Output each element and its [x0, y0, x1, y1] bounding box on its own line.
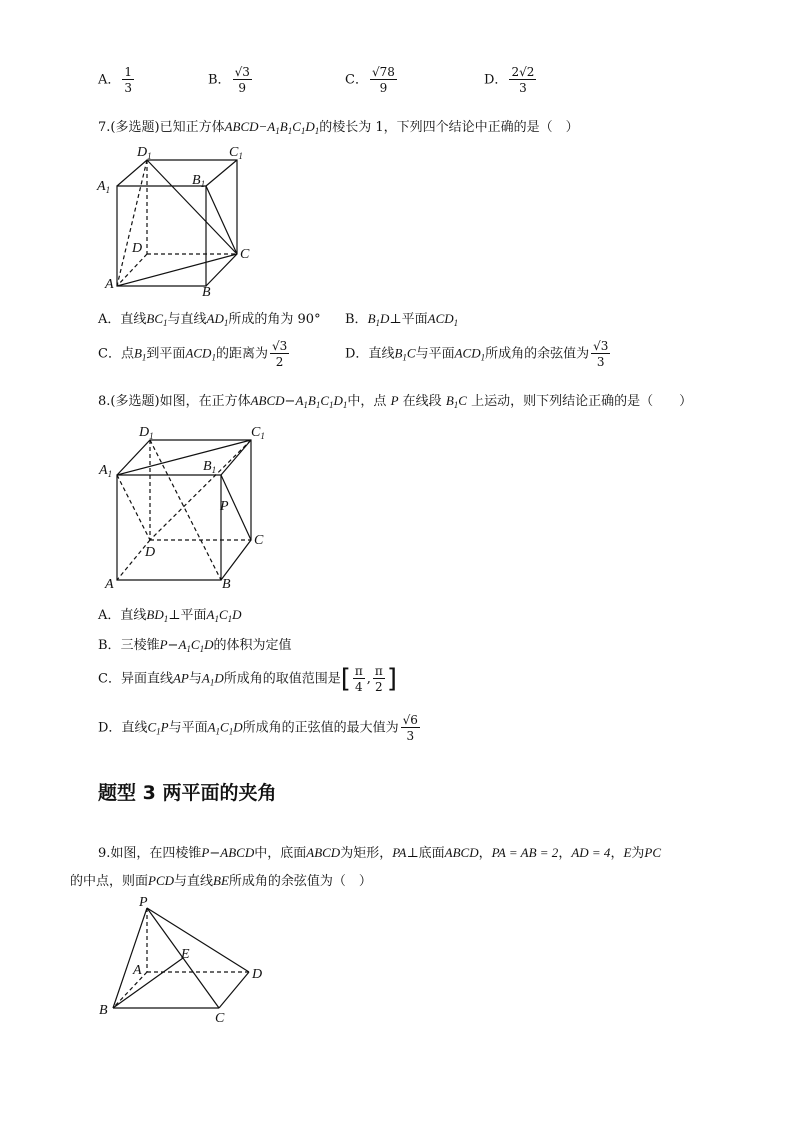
q8-option-b: B．三棱锥$P-A_1C_1D$的体积为定值 [98, 637, 292, 654]
q7-cube-figure [95, 140, 265, 300]
text: ⊥平面 [389, 312, 428, 327]
denominator: 2 [275, 355, 284, 369]
hidden-c1d [150, 440, 251, 540]
edge-pd [147, 908, 249, 972]
denominator: 9 [379, 81, 388, 95]
option-label: D． [345, 346, 369, 362]
label-d: D [252, 967, 263, 982]
denominator: 9 [238, 81, 247, 95]
question-number: 8. [98, 394, 111, 409]
denominator: 3 [596, 355, 605, 369]
stem-text: 如图，在四棱锥 [110, 846, 202, 861]
text: 所成角的取值范围是 [223, 671, 341, 687]
label-a1: $A_1$ [99, 463, 113, 479]
label-e: E [181, 947, 190, 962]
option-label: B． [345, 312, 368, 327]
front-face [117, 475, 221, 580]
question-tag: (多选题) [110, 394, 160, 409]
stem-text: ， [478, 846, 492, 861]
text: 异面直线 [120, 671, 173, 687]
hidden-a1d [117, 475, 150, 540]
label-b: B [99, 1003, 108, 1018]
edge [206, 160, 237, 186]
cube-name: ABCD−A [224, 119, 276, 134]
stem-text: 所成角的余弦值为（ ） [228, 874, 372, 889]
q7-option-b: B．$B_1D\perp$平面$ACD_1$ [345, 311, 459, 328]
text: 所成角的正弦值的最大值为 [242, 720, 399, 736]
fraction [373, 665, 385, 693]
denominator: 2 [375, 680, 383, 694]
numerator: √78 [371, 65, 395, 79]
text: 到平面 [146, 346, 186, 362]
label-b1: $B_1$ [192, 173, 206, 189]
label-d1: $D_1$ [139, 425, 154, 441]
q6-option-b [208, 66, 254, 94]
numerator: π [374, 664, 383, 678]
q7-option-d: D．直线$B_1C$与平面$ACD_1$所成角的余弦值为 $\frac{√3}{3}$ [345, 339, 609, 369]
fraction [122, 66, 134, 94]
label-d1: $D_1$ [137, 145, 152, 161]
stem-text: 与直线 [174, 874, 214, 889]
stem-text: 上运动，则下列结论正确的是（ ） [471, 394, 693, 409]
text: 三棱锥 [120, 638, 160, 653]
fraction [401, 714, 420, 742]
fraction [233, 66, 252, 94]
label-a1: $A_1$ [97, 179, 111, 195]
q7-option-a: A．直线$BC_1$与直线$AD_1$所成的角为 90° [98, 311, 321, 328]
fraction [353, 665, 365, 693]
option-label: C． [98, 671, 121, 687]
equation: AD = 4 [571, 845, 611, 860]
option-label: A． [98, 608, 121, 623]
label-a: A [105, 277, 114, 292]
text: 与平面 [168, 720, 208, 736]
numerator: √3 [593, 339, 609, 353]
q8-option-d: D．直线$C_1P$与平面$A_1C_1D$所成角的正弦值的最大值为 $\frac{√6}{3}$ [98, 713, 418, 743]
diagonal-ad1 [117, 160, 147, 286]
stem-text: ， [610, 846, 624, 861]
section-title: 题型 3 两平面的夹角 [98, 782, 277, 804]
q8-option-a: A．直线$BD_1\perp$平面$A_1C_1D$ [98, 607, 242, 624]
edge-cd [219, 972, 249, 1008]
option-label: D． [484, 72, 508, 88]
denominator: 3 [124, 81, 133, 95]
option-label: C． [345, 72, 368, 88]
q6-option-d [484, 66, 538, 94]
text: 的距离为 [215, 346, 268, 362]
label-c1: $C_1$ [229, 145, 243, 161]
question-number: 9. [98, 846, 111, 861]
numerator: √3 [234, 65, 250, 79]
q9-pyramid-figure [95, 892, 275, 1027]
numerator: π [354, 664, 363, 678]
hidden-edge [117, 254, 147, 286]
q7-option-c: C．点$B_1$到平面$ACD_1$的距离为 $\frac{√3}{2}$ [98, 339, 288, 369]
stem-text: 中，底面 [254, 846, 307, 861]
q6-option-c [345, 66, 399, 94]
label-c: C [215, 1011, 225, 1026]
option-label: D． [98, 720, 122, 736]
text: 与直线 [167, 312, 207, 327]
denominator: 3 [519, 81, 527, 95]
fraction [270, 340, 289, 368]
label-b: B [222, 577, 231, 592]
stem-text: 为 [631, 846, 645, 861]
text: 直线 [368, 346, 395, 362]
stem-text: 的中点，则面 [70, 874, 149, 889]
edge-pb [113, 908, 147, 1008]
back-edges [117, 440, 251, 580]
text: 与平面 [415, 346, 455, 362]
text: 所成的角为 90° [228, 312, 321, 327]
stem-text: 的棱长为 1，下列四个结论中正确的是（ ） [319, 120, 579, 135]
diagonal-a1c1 [117, 440, 251, 475]
stem-text: ， [558, 846, 572, 861]
denominator: 3 [406, 729, 415, 743]
stem-text: ⊥底面 [406, 846, 445, 861]
label-a: A [133, 963, 142, 978]
label-c: C [254, 533, 264, 548]
q7-stem: 7.(多选题)已知正方体$ABCD-A_1B_1C_1D_1$的棱长为 1，下列四个结论中正确的是（ ） [98, 119, 579, 136]
text: 直线 [121, 720, 148, 736]
question-number: 7. [98, 120, 111, 135]
numerator: √3 [271, 339, 288, 353]
text: 直线 [120, 608, 147, 623]
text: 所成角的余弦值为 [485, 346, 590, 362]
edge [221, 440, 251, 475]
diagonal-ac [117, 254, 237, 286]
text: 点 [120, 346, 134, 362]
text: 的体积为定值 [213, 638, 292, 653]
q8-cube-figure [95, 420, 280, 592]
denominator: 4 [355, 680, 363, 694]
label-d: D [145, 545, 156, 560]
label-c: C [240, 247, 250, 262]
option-label: B． [98, 638, 121, 653]
option-label: A． [98, 72, 121, 88]
segment-be [113, 958, 183, 1008]
label-c1: $C_1$ [251, 425, 265, 441]
option-label: B． [208, 72, 231, 88]
fraction [509, 66, 536, 94]
label-d: D [132, 241, 143, 256]
question-tag: (多选题) [110, 120, 160, 135]
label-p: P [220, 499, 229, 514]
diagonal-b1c [206, 186, 237, 254]
stem-text: 为矩形， [340, 846, 393, 861]
equation: PA = AB = 2 [491, 845, 559, 860]
option-label: C． [98, 346, 121, 362]
text: ⊥平面 [168, 608, 207, 623]
option-label: A． [98, 312, 121, 327]
numerator: √6 [402, 713, 418, 727]
label-b1: $B_1$ [203, 459, 217, 475]
q6-option-a [98, 66, 136, 94]
q8-option-c: C．异面直线AP与$A_1D$所成角的取值范围是[ $\frac{\pi}{4}$ , $\frac{\pi}{2}$ ] [98, 664, 397, 694]
numerator: 2√2 [511, 65, 535, 79]
label-a: A [105, 577, 114, 592]
fraction [370, 66, 397, 94]
stem-text: 在线段 [402, 394, 442, 409]
text: 直线 [120, 312, 147, 327]
q9-stem-line1: 9.如图，在四棱锥P−ABCD中，底面ABCD为矩形，PA⊥底面ABCD，PA = AB = 2，AD = 4，E为PC [98, 845, 662, 861]
fraction [591, 340, 610, 368]
stem-text: 如图，在正方体 [159, 394, 251, 409]
text: 与 [188, 671, 202, 687]
label-b: B [202, 285, 211, 300]
q8-stem: 8.(多选题)如图，在正方体$ABCD-A_1B_1C_1D_1$中，点 P 在线段 $B_1C$ 上运动，则下列结论正确的是（ ） [98, 393, 693, 410]
hidden-ab [113, 972, 147, 1008]
numerator: 1 [124, 65, 133, 79]
stem-text: 中，点 [347, 394, 387, 409]
label-p: P [139, 895, 148, 910]
q9-stem-line2: 的中点，则面PCD与直线BE所成角的余弦值为（ ） [70, 873, 372, 889]
stem-text: 已知正方体 [159, 120, 225, 135]
